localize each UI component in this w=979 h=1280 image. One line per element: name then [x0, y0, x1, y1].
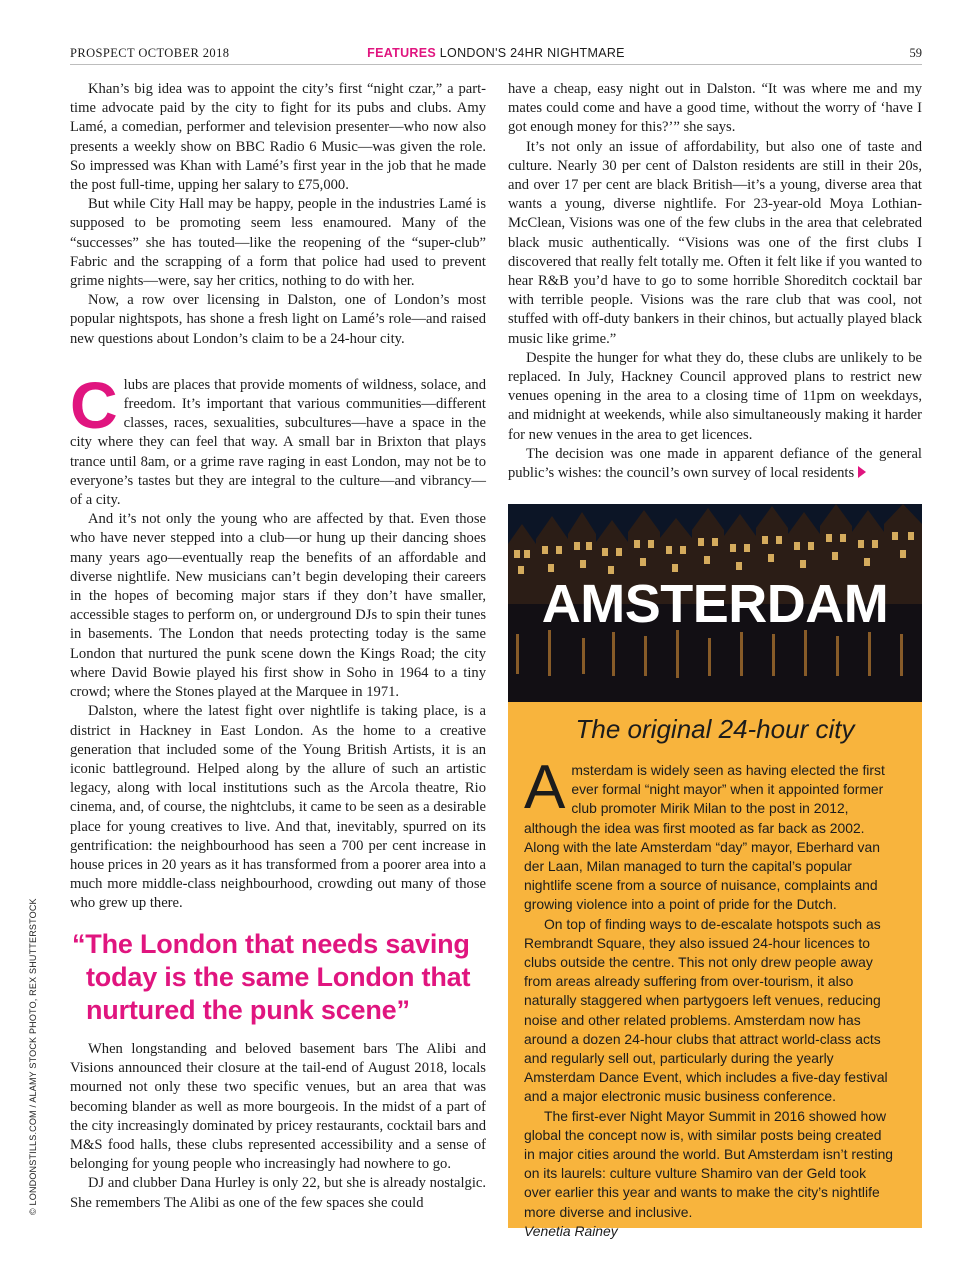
paragraph: Now, a row over licensing in Dalston, one of London’s most popular nightspots, has shone a fresh light on Lamé’s role—and raised new questions about London’s claim to be a 24-hour city. [70, 292, 486, 347]
pull-quote-line: “The London that needs saving [72, 929, 470, 959]
paragraph: The first-ever Night Mayor Summit in 2016 showed how global the concept now is, with similar posts being created in major cities around the world. But Amsterdam isn’t resting on its laurels: culture vulture Shamiro van der Geld took over earlier this year and wants to make the city’s nightlife more diverse and inclusive. [524, 1107, 894, 1220]
section-label: FEATURES [367, 46, 437, 60]
paragraph: It’s not only an issue of affordability, but also one of taste and culture. Nearly 30 per cent of Dalston residents are still in their 20s, and over 17 per cent are black British—it’s a young, diverse area that wants a young, diverse nightlife. For 23-year-old Moya Lothian-McClean, Visions was one of the few clubs in the area that celebrated black music authentically. “Visions was one of the first clubs I discovered that really felt totally me. Often it felt like if you wanted to hear R&B you’d have to go to some horrible Shoreditch cocktail bar with terrible people. Visions was the rare club that was cool, not stuffed with off-duty bankers in their chinos, but actually played black music like grime.” [508, 138, 922, 347]
paragraph: Khan’s big idea was to appoint the city’s first “night czar,” a part-time advocate paid by the city to fight for its pubs and clubs. Amy Lamé, a comedian, performer and television presenter—who now also presents a weekly show on BBC Radio 6 Music—was given the role. So impressed was Khan with Lamé’s first year in the job that he made the post full-time, upping her salary to £75,000. [70, 81, 486, 194]
byline: Venetia Rainey [524, 1222, 618, 1239]
paragraph-with-arrow [508, 445, 922, 483]
paragraph: When longstanding and beloved basement bars The Alibi and Visions announced their closure at the tail-end of August 2018, locals mourned not only these two specific venues, but an area that was becoming blander as well as more bourgeois. In the midst of a part of the city increasingly dominated by pricey restaurants, cocktail bars and M&S food halls, these clubs represented accessibility and a sense of belonging for young people who increasingly had nowhere to go. [70, 1041, 486, 1173]
paragraph-text: The decision was one made in apparent defiance of the general public’s wishes: the council’s own survey of local residents [508, 445, 922, 482]
page-number: 59 [909, 46, 922, 60]
sidebar-box [508, 702, 922, 1239]
paragraph: But while City Hall may be happy, people in the industries Lamé is supposed to be promoting seem less enamoured. Many of the “successes” she has touted—like the reopening of the “super-club” Fabric and the scrapping of a form that police had used to prevent grime nights—were, say her critics, nothing to do with her. [70, 196, 486, 290]
sidebar-heading: The original 24-hour city [575, 714, 855, 744]
photo-credit: © LONDONSTILLS.COM / ALAMY STOCK PHOTO, REX SHUTTERSTOCK [28, 898, 38, 1215]
left-column [70, 80, 486, 914]
amsterdam-photo [508, 504, 922, 702]
paragraph-dropcap [70, 367, 486, 510]
left-column-continued [70, 1040, 486, 1213]
paragraph: Dalston, where the latest fight over nightlife is taking place, is a district in Hackney in East London. As the home to a creative generation that included some of the Young British Artists, it is an iconic battleground. Helped along by the allure of such an artistic legacy, along with local institutions such as the Arcola theatre, Rio cinema, and, of course, the nightclubs, it came to be seen as a desirable place for young creatives to live. And that, inevitably, spurred on its gentrification: the neighbourhood has seen a 700 per cent increase in house prices in 20 years as it has transformed from a poorer area into a much more middle-class neighbourhood, crowding out many of those who grew up there. [70, 703, 486, 912]
dropcap-letter: A [524, 753, 566, 822]
photo-title: AMSTERDAM [541, 574, 889, 634]
pull-quote-line: nurtured the punk scene” [86, 995, 410, 1025]
section-break [70, 349, 486, 376]
paragraph: Despite the hunger for what they do, these clubs are unlikely to be replaced. In July, Hackney Council approved plans to restrict new venues opening in the area to a closing time of 11pm on weekdays, and midnight at weekends, while also simultaneously making it harder for new venues in the area to get licences. [508, 349, 922, 443]
paragraph-text: msterdam is widely seen as having elected the first ever formal “night mayor” when it appointed former club promoter Mirik Milan to the post in 2012, although the idea was first mooted as far back as 2002. Along with the late Amsterdam “day” mayor, Eberhard van der Laan, Milan managed to turn the capital’s popular nightlife scene from a source of nuisance, complaints and growing violence into a point of pride for the Dutch. [524, 762, 885, 913]
article-running-title: LONDON'S 24HR NIGHTMARE [439, 46, 625, 60]
right-column [508, 80, 922, 483]
sidebar-body [524, 753, 896, 1241]
paragraph: have a cheap, easy night out in Dalston. “It was where me and my mates could come and have a good time, without the worry of ‘have I got enough money for this?’” she says. [508, 81, 922, 136]
page-header [70, 44, 922, 65]
dropcap-letter: C [70, 367, 118, 442]
paragraph: And it’s not only the young who are affected by that. Even those who have never stepped into a club—or hung up their dancing shoes many years ago—eventually reap the benefits of an affordable and diverse nightlife. New musicians can’t begin developing their careers in the hopes of becoming major stars if they don’t have smaller, accessible stages to perform on, or underground DJs to spin their tunes in basements. The London that needs protecting today is the same London that nurtured the punk scene down the Kings Road; the city where David Bowie played his first show in Soho in 1964 to a tiny crowd; where the Stones played at the Marquee in 1971. [70, 511, 486, 701]
pull-quote [72, 928, 482, 1027]
paragraph: On top of finding ways to de-escalate hotspots such as Rembrandt Square, they also issued 24-hour licences to clubs outside the centre. This not only drew people away from areas already suffering from over-tourism, it also naturally staggered when partygoers left venues, reducing noise and other related problems. Amsterdam now has around a dozen 24-hour clubs that attract world-class acts and regularly sell out, particularly during the yearly Amsterdam Dance Event, which includes a five-day festival and a major electronic music business conference. [524, 915, 888, 1105]
paragraph-dropcap [524, 753, 896, 915]
paragraph-text: lubs are places that provide moments of wildness, solace, and freedom. It’s important that various communities—different classes, races, sexualities, subcultures—have a space in the city where they can feel that way. A small bar in Brixton that plays trance until 8am, or a grime rave raging in east London, may not be to everyone’s tastes but they are integral to the culture—and vibrancy—of a city. [70, 376, 486, 509]
continue-arrow-icon [858, 466, 866, 478]
paragraph: DJ and clubber Dana Hurley is only 22, but she is already nostalgic. She remembers The Alibi as one of the few spaces she could [70, 1175, 486, 1211]
section-header [70, 46, 922, 60]
pull-quote-line: today is the same London that [86, 962, 471, 992]
magazine-issue: PROSPECT OCTOBER 2018 [70, 46, 230, 60]
